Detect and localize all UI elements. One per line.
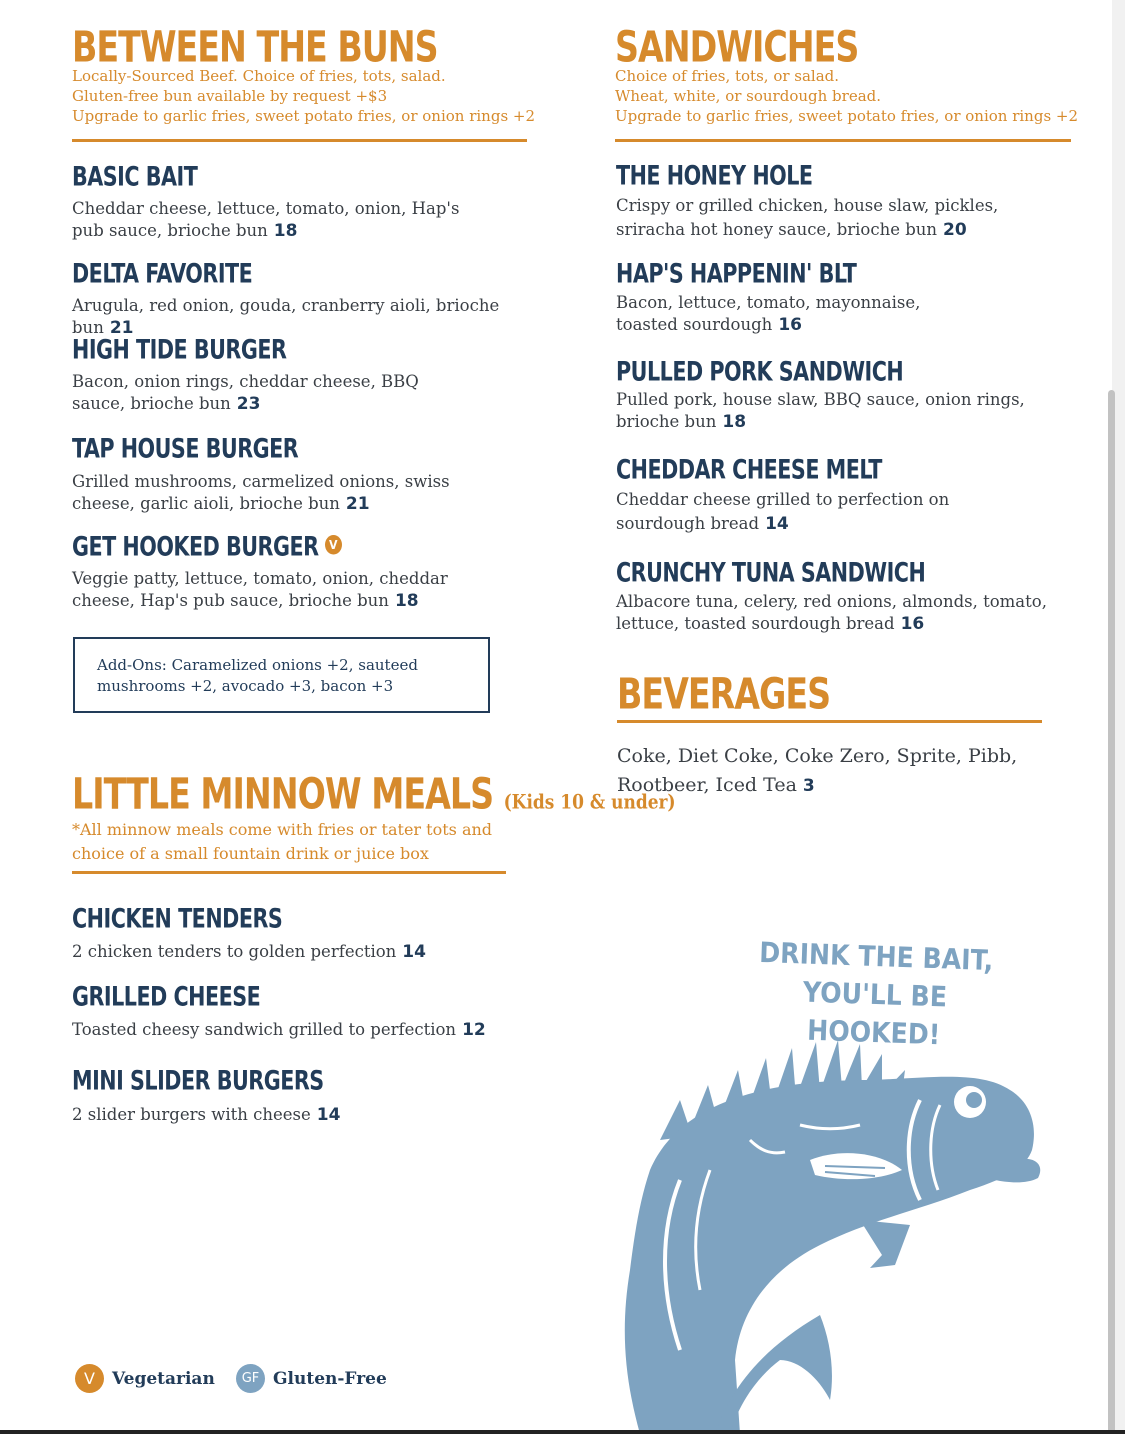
menu-item-desc-text: Cheddar cheese, lettuce, tomato, onion, Hap's pub sauce, brioche bun <box>72 199 460 240</box>
menu-item-desc <box>72 941 532 963</box>
section-subtitle-line: Upgrade to garlic fries, sweet potato fries, or onion rings +2 <box>72 107 536 125</box>
menu-item-price: 16 <box>778 315 802 335</box>
menu-item-desc-text: Cheddar cheese grilled to perfection on sourdough bread <box>616 490 950 533</box>
menu-item-name: CHEDDAR CHEESE MELT <box>616 455 882 486</box>
menu-item-price: 12 <box>462 1020 486 1040</box>
menu-item-desc <box>72 198 492 242</box>
menu-item-name: DELTA FAVORITE <box>72 259 253 290</box>
beverages-list <box>617 742 1037 801</box>
section-divider <box>617 720 1042 723</box>
bottom-border <box>0 1430 1125 1434</box>
scrollbar-thumb[interactable] <box>1108 390 1115 1434</box>
menu-item-desc-text: Pulled pork, house slaw, BBQ sauce, onion rings, brioche bun <box>616 390 1025 431</box>
menu-item-name: HIGH TIDE BURGER <box>72 335 287 366</box>
section-title-between-buns: BETWEEN THE BUNS <box>72 22 438 72</box>
menu-item-price: 14 <box>316 1105 341 1125</box>
menu-item-desc-text: Veggie patty, lettuce, tomato, onion, cheddar cheese, Hap's pub sauce, brioche bun <box>72 569 448 610</box>
menu-item-price: 14 <box>765 514 789 534</box>
menu-item-desc-text: Bacon, onion rings, cheddar cheese, BBQ sauce, brioche bun <box>72 372 419 413</box>
tagline-line-2: YOU'LL BE HOOKED! <box>802 975 948 1052</box>
tagline-line-1: DRINK THE BAIT, <box>758 935 994 978</box>
menu-item-desc <box>72 295 552 339</box>
legend-gluten-free <box>236 1364 387 1393</box>
beverages-desc: Coke, Diet Coke, Coke Zero, Sprite, Pibb, Rootbeer, Iced Tea <box>617 745 1018 796</box>
menu-item-price: 18 <box>273 221 298 241</box>
menu-item-desc-text: 2 slider burgers with cheese <box>72 1105 311 1124</box>
menu-item-desc <box>72 371 472 415</box>
menu-item-price: 23 <box>236 394 261 414</box>
menu-item-name: MINI SLIDER BURGERS <box>72 1066 324 1097</box>
menu-item-desc-text: Toasted cheesy sandwich grilled to perfection <box>72 1020 457 1039</box>
menu-item-desc <box>72 568 512 612</box>
section-title-beverages: BEVERAGES <box>617 669 831 719</box>
section-subtitle-line: Upgrade to garlic fries, sweet potato fries, or onion rings +2 <box>615 107 1079 125</box>
menu-item-desc <box>616 389 1036 433</box>
menu-item-desc-text: Albacore tuna, celery, red onions, almonds, tomato, lettuce, toasted sourdough bread <box>616 592 1047 633</box>
menu-item-name: HAP'S HAPPENIN' BLT <box>616 259 857 290</box>
menu-item-desc-text: 2 chicken tenders to golden perfection <box>72 942 397 961</box>
menu-item-price: 21 <box>345 494 370 514</box>
menu-item-price: 20 <box>943 220 967 240</box>
legend-label: Gluten-Free <box>273 1368 387 1389</box>
section-divider <box>615 139 1071 142</box>
menu-item-price: 18 <box>722 412 747 432</box>
menu-item-name: PULLED PORK SANDWICH <box>616 357 904 388</box>
menu-item-name: BASIC BAIT <box>72 162 198 193</box>
menu-item-desc <box>616 194 1016 242</box>
menu-item-name: CRUNCHY TUNA SANDWICH <box>616 558 926 589</box>
section-subtitle-line: Choice of fries, tots, or salad. <box>615 67 840 85</box>
menu-item-name: GRILLED CHEESE <box>72 982 261 1013</box>
fish-illustration <box>620 1030 1060 1434</box>
menu-item-price: 18 <box>394 591 419 611</box>
menu-item-name: CHICKEN TENDERS <box>72 904 283 935</box>
section-title-sandwiches: SANDWICHES <box>615 22 859 72</box>
menu-item-desc <box>616 488 956 536</box>
section-subtitle-line: Locally-Sourced Beef. Choice of fries, tots, salad. <box>72 67 446 85</box>
menu-item-desc <box>72 471 517 515</box>
menu-item-desc <box>616 591 1086 635</box>
menu-item-desc-text: Grilled mushrooms, carmelized onions, swiss cheese, garlic aioli, brioche bun <box>72 472 450 513</box>
menu-item-name: TAP HOUSE BURGER <box>72 434 299 465</box>
legend-vegetarian <box>75 1364 215 1393</box>
section-divider <box>72 139 527 142</box>
vegetarian-icon: V <box>75 1364 104 1393</box>
menu-item-price: 21 <box>109 318 134 338</box>
menu-item-desc-text: Arugula, red onion, gouda, cranberry aioli, brioche bun <box>72 296 500 337</box>
section-subtitle: *All minnow meals come with fries or tater tots and choice of a small fountain drink or juice box <box>72 820 493 863</box>
menu-item-desc-text: Crispy or grilled chicken, house slaw, pickles, sriracha hot honey sauce, brioche bun <box>616 196 999 239</box>
menu-item-price: 14 <box>402 942 426 962</box>
vegetarian-badge-icon: V <box>325 535 342 555</box>
addons-box <box>73 637 490 713</box>
legend-label: Vegetarian <box>112 1368 215 1389</box>
menu-item-name-text: GET HOOKED BURGER <box>72 532 319 563</box>
menu-item-desc <box>72 1019 552 1041</box>
section-subtitle-line: Gluten-free bun available by request +$3 <box>72 87 388 105</box>
menu-item-desc <box>616 292 936 336</box>
section-subtitle-line: Wheat, white, or sourdough bread. <box>615 87 882 105</box>
addons-text: Add-Ons: Caramelized onions +2, sauteed mushrooms +2, avocado +3, bacon +3 <box>97 656 418 695</box>
menu-item-price: 16 <box>900 614 925 634</box>
section-title-kids <box>72 769 676 819</box>
menu-item-name: THE HONEY HOLE <box>616 161 813 192</box>
section-divider <box>72 871 506 874</box>
section-title-text: LITTLE MINNOW MEALS <box>72 769 494 819</box>
gluten-free-icon: GF <box>236 1364 265 1393</box>
menu-item-name-vegetarian <box>72 532 342 563</box>
kids-age-note: (Kids 10 & under) <box>503 791 676 815</box>
beverages-price: 3 <box>802 776 815 796</box>
menu-item-desc <box>72 1104 532 1126</box>
menu-item-desc-text: Bacon, lettuce, tomato, mayonnaise, toasted sourdough <box>616 293 921 334</box>
